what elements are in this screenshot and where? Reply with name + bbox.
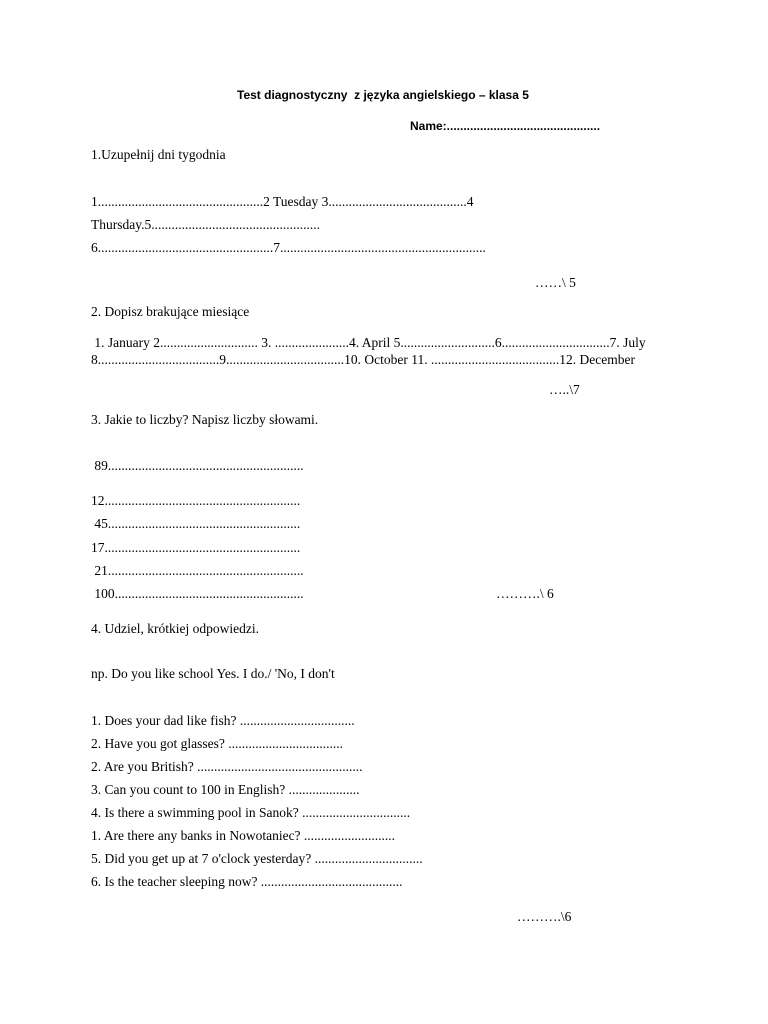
section-4-example: np. Do you like school Yes. I do./ 'No, I don't: [91, 666, 335, 681]
number-item: 21..........................................................: [91, 563, 304, 578]
number-item: 12..........................................................: [91, 493, 301, 508]
section-3-heading: 3. Jakie to liczby? Napisz liczby słowami.: [91, 412, 319, 427]
question-item: 1. Are there any banks in Nowotaniec? ...........................: [91, 828, 396, 843]
question-item: 6. Is the teacher sleeping now? ..........................................: [91, 874, 403, 889]
number-item: 17..........................................................: [91, 540, 301, 555]
section-1-heading: 1.Uzupełnij dni tygodnia: [91, 147, 226, 162]
question-item: 5. Did you get up at 7 o'clock yesterday? ................................: [91, 851, 423, 866]
question-item: 2. Are you British? .................................................: [91, 759, 363, 774]
number-item: 89..........................................................: [91, 458, 304, 473]
section-3-score: ……….\ 6: [496, 586, 554, 601]
question-item: 4. Is there a swimming pool in Sanok? ................................: [91, 805, 411, 820]
section-4-heading: 4. Udziel, krótkiej odpowiedzi.: [91, 621, 259, 636]
name-field: Name:..............................................: [410, 119, 601, 133]
section-1-line-2: Thursday.5..................................................: [91, 217, 320, 232]
section-4-score: ……….\6: [517, 909, 572, 924]
question-item: 1. Does your dad like fish? ..................................: [91, 713, 355, 728]
section-1-score: ……\ 5: [535, 275, 576, 290]
question-item: 2. Have you got glasses? ..................................: [91, 736, 343, 751]
section-2-score: …..\7: [549, 382, 580, 397]
number-item: 100........................................................: [91, 586, 304, 601]
section-1-line-1: 1.................................................2 Tuesday 3.........................................4: [91, 194, 474, 209]
section-1-line-3: 6....................................................7.............................................................: [91, 240, 486, 255]
page-title: Test diagnostyczny z języka angielskiego – klasa 5: [237, 88, 529, 102]
number-item: 45.........................................................: [91, 516, 301, 531]
section-2-line-2: 8....................................9...................................10. October 11. ......................................12. December: [91, 352, 635, 367]
section-2-line-1: 1. January 2............................. 3. ......................4. April 5............................6................................7. July: [91, 335, 646, 350]
section-2-heading: 2. Dopisz brakujące miesiące: [91, 304, 250, 319]
question-item: 3. Can you count to 100 in English? .....................: [91, 782, 360, 797]
